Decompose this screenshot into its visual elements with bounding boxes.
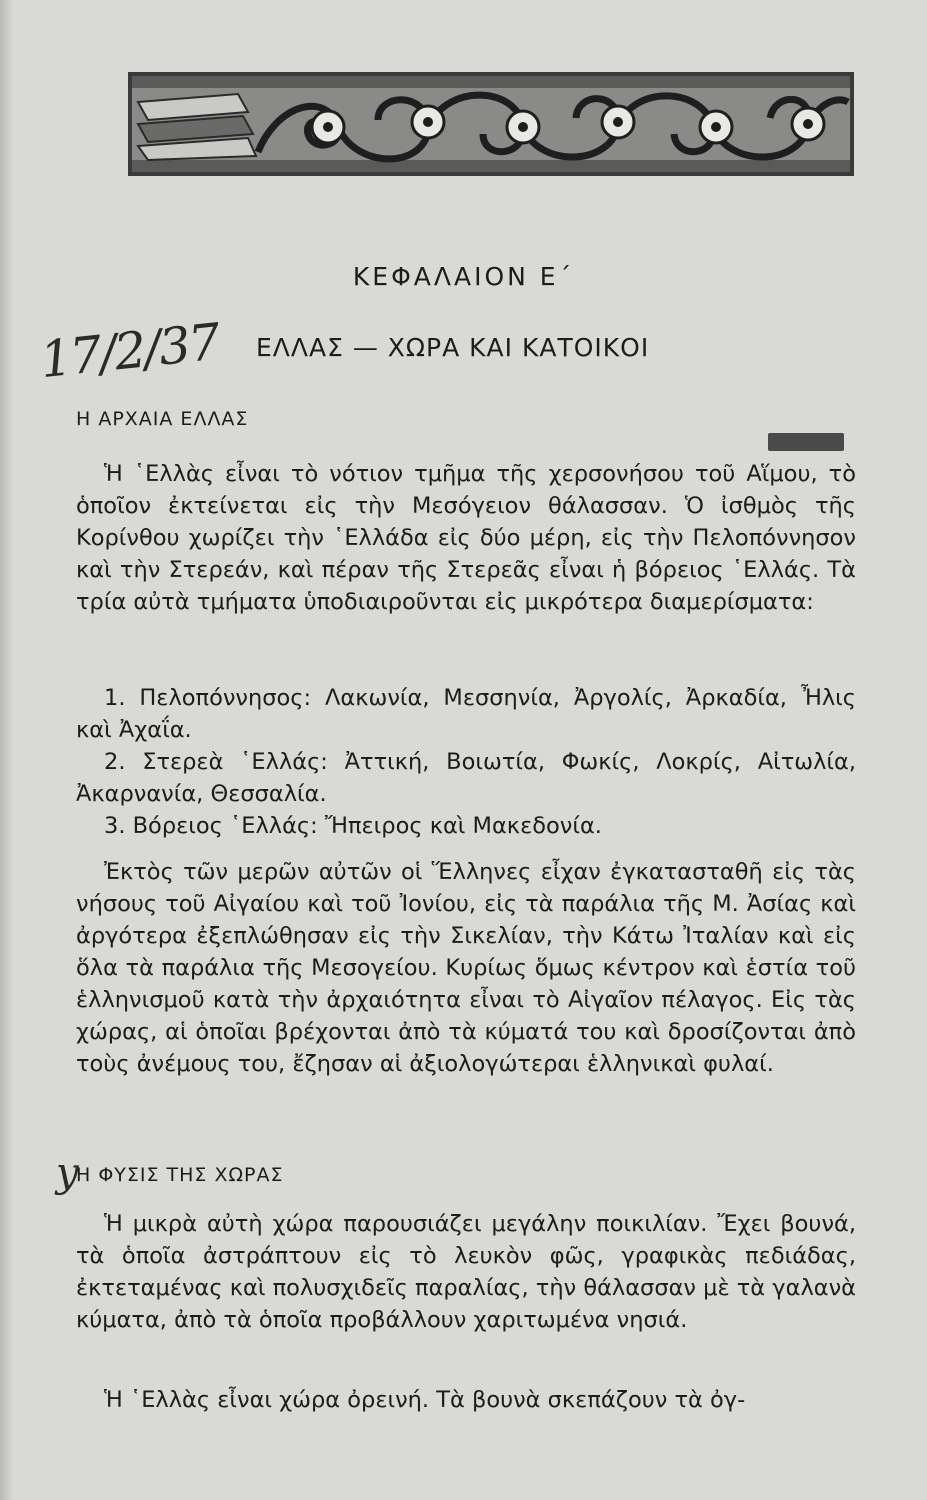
list-item: 1. Πελοπόννησος: Λακωνία, Μεσσηνία, Ἀργολίς, Ἀρκαδία, Ἦλις καὶ Ἀχαΐα. [76,685,856,743]
paragraph: Ἡ ῾Ελλὰς εἶναι τὸ νότιον τμῆμα τῆς χερσονήσου τοῦ Αἵμου, τὸ ὁποῖον ἐκτείνεται εἰς τὴν Μεσόγειον θάλασσαν. Ὁ ἰσθμὸς τῆς Κορίνθου χωρίζει τὴν ῾Ελλάδα εἰς δύο μέρη, εἰς τὴν Πελοπόννησον καὶ τὴν Στερεάν, καὶ πέραν τῆς Στερεᾶς εἶναι ἡ βόρειος ῾Ελλάς. Τὰ τρία αὐτὰ τμήματα ὑποδιαιροῦνται εἰς μικρότερα διαμερίσματα: [76,461,856,615]
paragraph: Ἡ ῾Ελλὰς εἶναι χώρα ὀρεινή. Τὰ βουνὰ σκεπάζουν τὰ ὀγ- [104,1387,746,1413]
wave-ornament [128,72,854,176]
ink-stamp [768,433,844,451]
list-item: 2. Στερεὰ ῾Ελλάς: Ἀττική, Βοιωτία, Φωκίς, Λοκρίς, Αἰτωλία, Ἀκαρνανία, Θεσσαλία. [76,749,856,807]
handwritten-date-annotation: 17/2/37 [37,312,222,390]
handwritten-margin-mark: y [56,1150,79,1196]
section-heading-nature-of-country: Η ΦΥΣΙΣ ΤΗΣ ΧΩΡΑΣ [76,1164,284,1186]
section-heading-ancient-greece: Η ΑΡΧΑΙΑ ΕΛΛΑΣ [76,408,249,430]
chapter-subtitle: ΕΛΛΑΣ — ΧΩΡΑ ΚΑΙ ΚΑΤΟΙΚΟΙ [256,333,650,362]
list-item: 3. Βόρειος ῾Ελλάς: Ἤπειρος καὶ Μακεδονία. [104,813,602,839]
page-edge [0,0,14,1500]
chapter-title: ΚΕΦΑΛΑΙΟΝ Ε΄ [352,262,575,291]
paragraph: Ἐκτὸς τῶν μερῶν αὐτῶν οἱ Ἕλληνες εἶχαν ἐγκατασταθῆ εἰς τὰς νήσους τοῦ Αἰγαίου καὶ τοῦ Ἰονίου, εἰς τὰ παράλια τῆς Μ. Ἀσίας καὶ ἀργότερα ἐξεπλώθησαν εἰς τὴν Σικελίαν, τὴν Κάτω Ἰταλίαν καὶ εἰς ὅλα τὰ παράλια τῆς Μεσογείου. Κυρίως ὅμως κέντρον καὶ ἑστία τοῦ ἑλληνισμοῦ κατὰ τὴν ἀρχαιότητα εἶναι τὸ Αἰγαῖον πέλαγος. Εἰς τὰς χώρας, αἱ ὁποῖαι βρέχονται ἀπὸ τὰ κύματά του καὶ δροσίζονται ἀπὸ τοὺς ἀνέμους του, ἔζησαν αἱ ἀξιολογώτεραι ἑλληνικαὶ φυλαί. [76,859,856,1077]
paragraph: Ἡ μικρὰ αὐτὴ χώρα παρουσιάζει μεγάλην ποικιλίαν. Ἔχει βουνά, τὰ ὁποῖα ἀστράπτουν εἰς τὸ λευκὸν φῶς, γραφικὰς πεδιάδας, ἐκτεταμένας καὶ πολυσχιδεῖς παραλίας, τὴν θάλασσαν μὲ τὰ γαλανὰ κύματα, ἀπὸ τὰ ὁποῖα προβάλλουν χαριτωμένα νησιά. [76,1211,856,1333]
